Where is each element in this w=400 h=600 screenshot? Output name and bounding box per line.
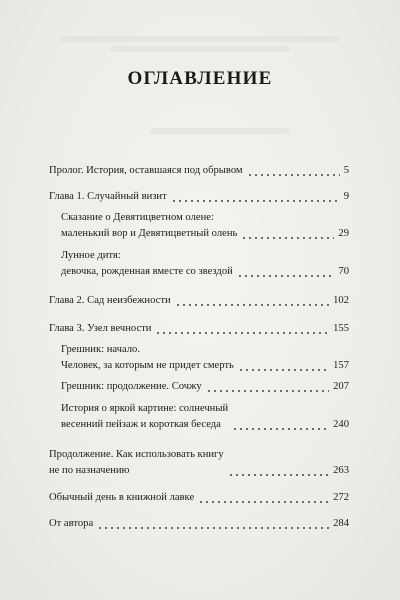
toc-entry-title [49,516,93,532]
toc-entry-title-line: Обычный день в книжной лавке [49,492,195,503]
toc-entry-title-line: Сказание о Девятицветном олене: [61,212,214,223]
toc-entry-title [49,293,171,309]
toc-entry-title [49,189,167,205]
toc-page-number: 9 [343,191,349,202]
toc-entry-title-line: История о яркой картине: солнечный [61,403,229,414]
toc-entry-title-line: весенний пейзаж и короткая беседа [61,419,221,430]
toc-entry-title-line: Пролог. История, оставшаяся под обрывом [49,165,243,176]
toc-entry-title-line: Грешник: продолжение. Сочжу [61,381,202,392]
toc-entry-title-line: Глава 1. Случайный визит [49,191,167,202]
toc-page-number: 157 [333,360,349,371]
dot-leader [155,321,329,337]
toc-entry-title [61,210,237,242]
dot-leader [232,417,329,433]
toc-page-number: 5 [343,165,349,176]
toc-entry [49,321,349,337]
toc-entry-title [61,248,233,280]
toc-entry-title [49,490,194,506]
toc-entry-title-line: не по назначению [49,465,130,476]
dot-leader [175,293,329,309]
toc-subentry [49,210,349,242]
toc-entry-title [49,321,151,337]
toc-entry-title-line: Продолжение. Как использовать книгу [49,449,224,460]
toc-entry-title [61,379,202,395]
dot-leader [198,490,329,506]
page-title: ОГЛАВЛЕНИЕ [127,68,273,89]
toc-page-number: 70 [338,266,349,277]
toc-subentry [49,342,349,374]
toc-page-number: 102 [333,295,349,306]
toc-subentry [49,401,349,433]
toc-page-number: 272 [333,492,349,503]
toc-entry-title [49,163,243,179]
table-of-contents [49,163,349,532]
dot-leader [247,163,340,179]
toc-entry [49,490,349,506]
toc-entry [49,293,349,309]
show-through-text [150,128,290,134]
toc-page-number: 284 [333,518,349,529]
toc-entry-title-line: Лунное дитя: [61,250,121,261]
show-through-text [60,36,340,42]
toc-entry-title [61,401,228,433]
toc-entry-title-line: От автора [49,518,94,529]
toc-page-number: 155 [333,323,349,334]
toc-page-number: 29 [338,228,349,239]
toc-entry [49,447,349,479]
toc-entry-title [49,447,224,479]
toc-entry-title-line: маленький вор и Девятицветный олень [61,228,238,239]
dot-leader [237,264,335,280]
toc-entry-title-line: Глава 3. Узел вечности [49,323,152,334]
toc-entry-title-line: Грешник: начало. [61,344,140,355]
toc-entry-title-line: Человек, за которым не придет смерть [61,360,234,371]
toc-entry [49,516,349,532]
toc-subentry [49,379,349,395]
toc-page-number: 207 [333,381,349,392]
toc-entry-title-line: девочка, рожденная вместе со звездой [61,266,233,277]
dot-leader [97,516,329,532]
show-through-text [110,46,290,52]
dot-leader [228,463,329,479]
toc-page-number: 263 [333,465,349,476]
toc-entry [49,163,349,179]
toc-entry-title-line: Глава 2. Сад неизбежности [49,295,171,306]
dot-leader [171,189,340,205]
dot-leader [238,358,329,374]
toc-page-number: 240 [333,419,349,430]
toc-entry [49,189,349,205]
toc-subentry [49,248,349,280]
dot-leader [241,226,334,242]
dot-leader [206,379,329,395]
toc-entry-title [61,342,234,374]
